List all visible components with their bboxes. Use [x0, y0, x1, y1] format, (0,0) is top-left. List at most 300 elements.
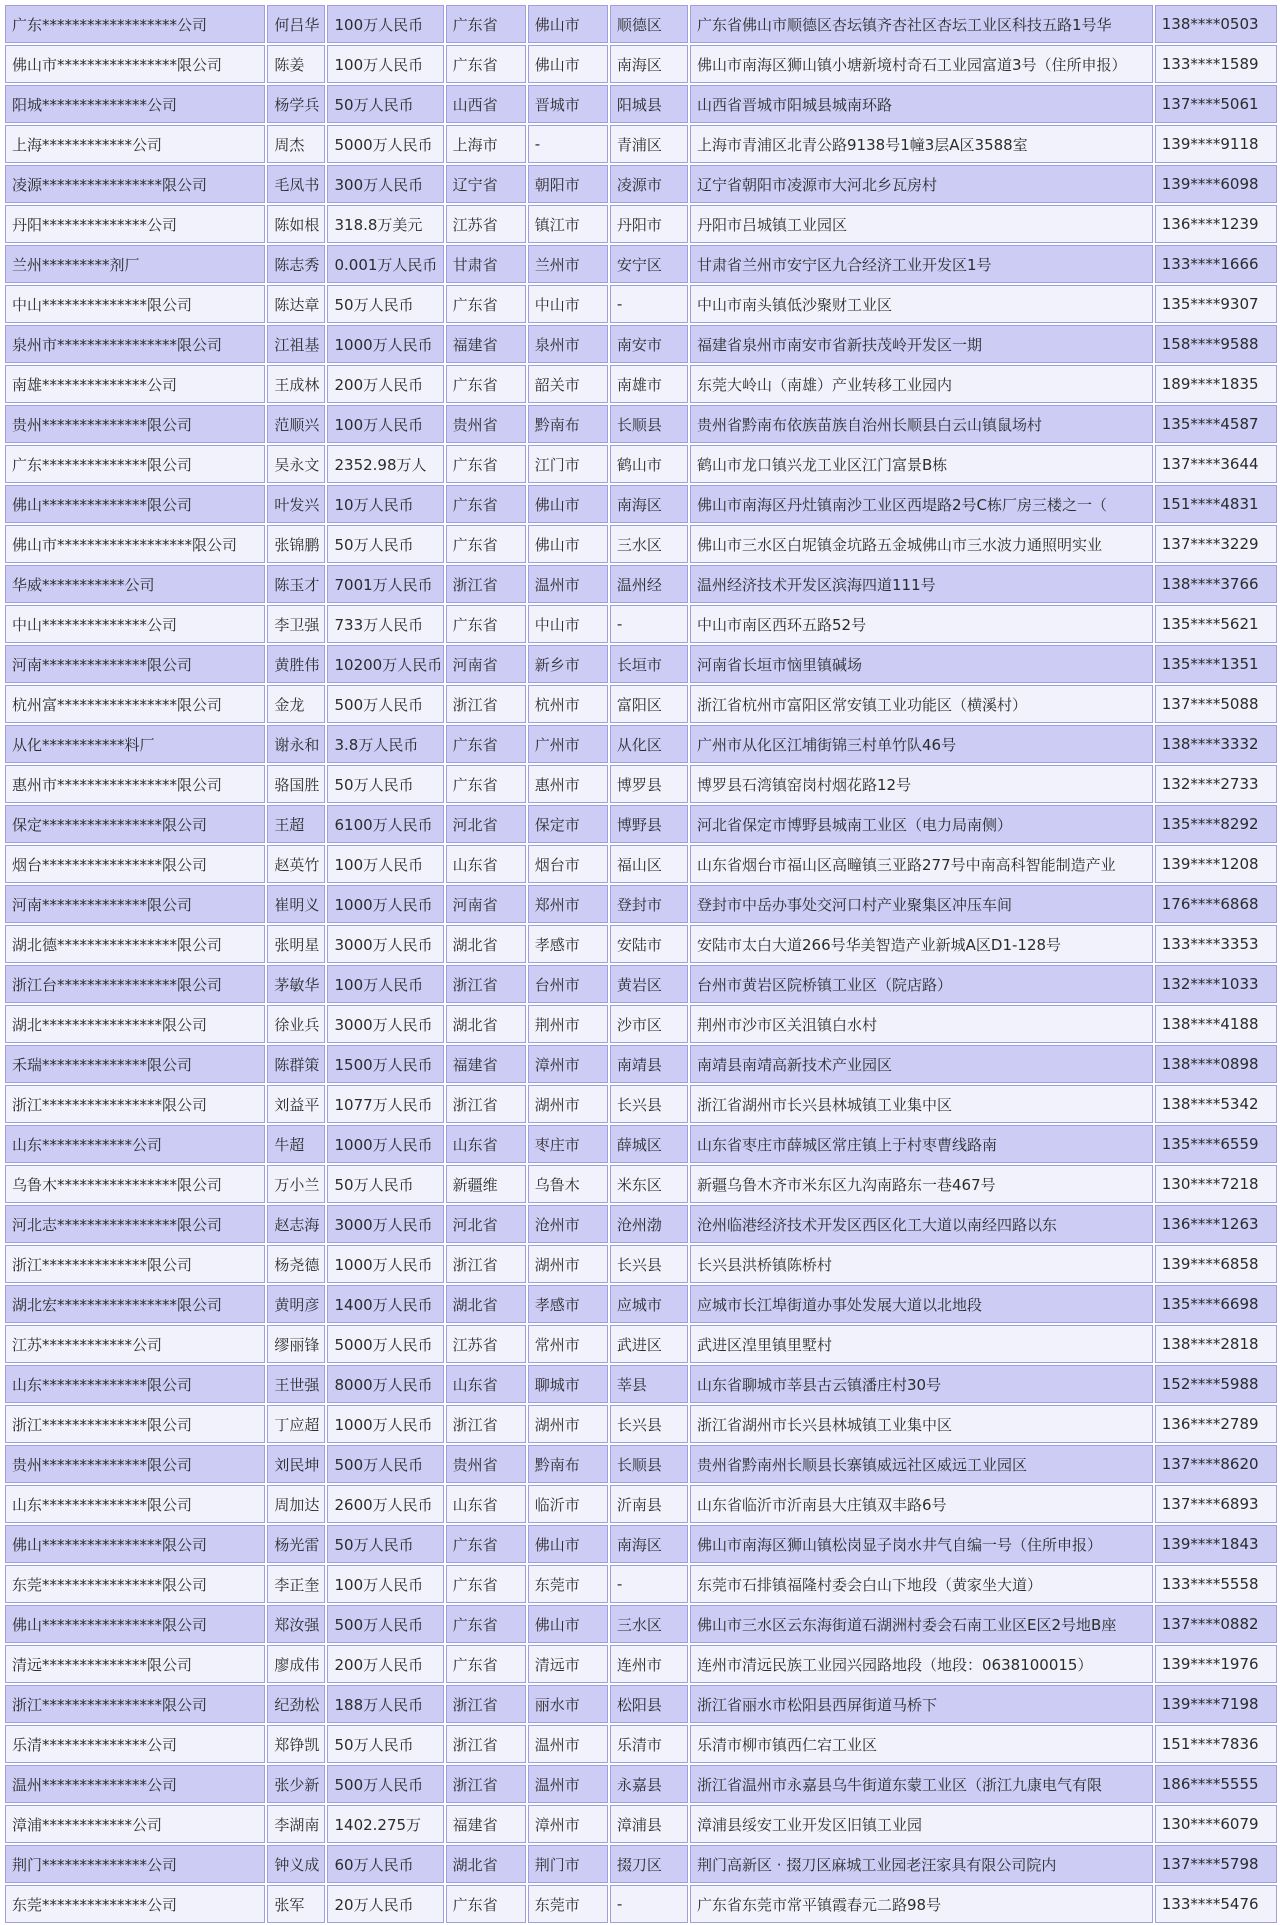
- address-cell: 东莞市石排镇福隆村委会白山下地段（黄家坐大道）: [690, 1565, 1153, 1603]
- table-row: [5, 565, 1277, 603]
- company-name-cell: 江苏************公司: [5, 1325, 265, 1363]
- company-name-cell: 漳浦************公司: [5, 1805, 265, 1843]
- registered-capital-cell: 1000万人民币: [327, 885, 443, 923]
- phone-cell: 139****7198: [1155, 1685, 1277, 1723]
- district-cell: 武进区: [610, 1325, 688, 1363]
- province-cell: 湖北省: [446, 1285, 526, 1323]
- table-row: [5, 1325, 1277, 1363]
- province-cell: 湖北省: [446, 925, 526, 963]
- company-name-cell: 烟台****************限公司: [5, 845, 265, 883]
- registered-capital-cell: 2352.98万人: [327, 445, 443, 483]
- table-row: [5, 1765, 1277, 1803]
- district-cell: 南海区: [610, 485, 688, 523]
- province-cell: 浙江省: [446, 1765, 526, 1803]
- province-cell: 广东省: [446, 1605, 526, 1643]
- district-cell: 青浦区: [610, 125, 688, 163]
- phone-cell: 151****7836: [1155, 1725, 1277, 1763]
- address-cell: 武进区湟里镇里墅村: [690, 1325, 1153, 1363]
- company-name-cell: 佛山****************限公司: [5, 1605, 265, 1643]
- table-row: [5, 1165, 1277, 1203]
- company-name-cell: 华威***********公司: [5, 565, 265, 603]
- company-name-cell: 浙江台****************限公司: [5, 965, 265, 1003]
- province-cell: 广东省: [446, 365, 526, 403]
- company-name-cell: 清远**************限公司: [5, 1645, 265, 1683]
- district-cell: 莘县: [610, 1365, 688, 1403]
- company-name-cell: 上海************公司: [5, 125, 265, 163]
- province-cell: 浙江省: [446, 1245, 526, 1283]
- company-name-cell: 山东************公司: [5, 1125, 265, 1163]
- province-cell: 广东省: [446, 525, 526, 563]
- address-cell: 佛山市三水区云东海街道石湖洲村委会石南工业区E区2号地B座: [690, 1605, 1153, 1643]
- district-cell: 沂南县: [610, 1485, 688, 1523]
- phone-cell: 130****6079: [1155, 1805, 1277, 1843]
- company-name-cell: 丹阳**************公司: [5, 205, 265, 243]
- province-cell: 河北省: [446, 1205, 526, 1243]
- district-cell: 永嘉县: [610, 1765, 688, 1803]
- registered-capital-cell: 5000万人民币: [327, 125, 443, 163]
- province-cell: 浙江省: [446, 1405, 526, 1443]
- company-directory: [3, 3, 1279, 1925]
- address-cell: 佛山市南海区丹灶镇南沙工业区西堤路2号C栋厂房三楼之一（: [690, 485, 1153, 523]
- legal-representative-cell: 黄明彦: [267, 1285, 325, 1323]
- city-cell: 漳州市: [528, 1805, 608, 1843]
- table-row: [5, 405, 1277, 443]
- city-cell: 黔南布: [528, 405, 608, 443]
- phone-cell: 135****6559: [1155, 1125, 1277, 1163]
- district-cell: 南雄市: [610, 365, 688, 403]
- city-cell: 杭州市: [528, 685, 608, 723]
- legal-representative-cell: 郑汝强: [267, 1605, 325, 1643]
- phone-cell: 189****1835: [1155, 365, 1277, 403]
- company-name-cell: 东莞****************限公司: [5, 1565, 265, 1603]
- phone-cell: 138****3332: [1155, 725, 1277, 763]
- legal-representative-cell: 赵志海: [267, 1205, 325, 1243]
- address-cell: 中山市南头镇低沙聚财工业区: [690, 285, 1153, 323]
- registered-capital-cell: 500万人民币: [327, 1605, 443, 1643]
- district-cell: 凌源市: [610, 165, 688, 203]
- table-row: [5, 765, 1277, 803]
- city-cell: 荆州市: [528, 1005, 608, 1043]
- legal-representative-cell: 陈达章: [267, 285, 325, 323]
- city-cell: 新乡市: [528, 645, 608, 683]
- table-row: [5, 1725, 1277, 1763]
- legal-representative-cell: 王世强: [267, 1365, 325, 1403]
- registered-capital-cell: 200万人民币: [327, 1645, 443, 1683]
- address-cell: 佛山市南海区狮山镇松岗显子岗水井气自编一号（住所申报）: [690, 1525, 1153, 1563]
- registered-capital-cell: 100万人民币: [327, 5, 443, 43]
- city-cell: 烟台市: [528, 845, 608, 883]
- address-cell: 台州市黄岩区院桥镇工业区（院店路）: [690, 965, 1153, 1003]
- company-name-cell: 南雄**************公司: [5, 365, 265, 403]
- address-cell: 山东省枣庄市薛城区常庄镇上于村枣曹线路南: [690, 1125, 1153, 1163]
- address-cell: 沧州临港经济技术开发区西区化工大道以南经四路以东: [690, 1205, 1153, 1243]
- registered-capital-cell: 1000万人民币: [327, 325, 443, 363]
- table-row: [5, 125, 1277, 163]
- legal-representative-cell: 李卫强: [267, 605, 325, 643]
- phone-cell: 135****6698: [1155, 1285, 1277, 1323]
- phone-cell: 132****1033: [1155, 965, 1277, 1003]
- phone-cell: 133****3353: [1155, 925, 1277, 963]
- address-cell: 甘肃省兰州市安宁区九合经济工业开发区1号: [690, 245, 1153, 283]
- registered-capital-cell: 3.8万人民币: [327, 725, 443, 763]
- registered-capital-cell: 7001万人民币: [327, 565, 443, 603]
- city-cell: 温州市: [528, 1725, 608, 1763]
- company-name-cell: 湖北宏****************限公司: [5, 1285, 265, 1323]
- district-cell: 三水区: [610, 1605, 688, 1643]
- legal-representative-cell: 李正奎: [267, 1565, 325, 1603]
- address-cell: 山东省临沂市沂南县大庄镇双丰路6号: [690, 1485, 1153, 1523]
- address-cell: 河北省保定市博野县城南工业区（电力局南侧）: [690, 805, 1153, 843]
- company-name-cell: 山东**************限公司: [5, 1485, 265, 1523]
- table-row: [5, 605, 1277, 643]
- district-cell: 长兴县: [610, 1085, 688, 1123]
- table-row: [5, 1405, 1277, 1443]
- province-cell: 广东省: [446, 445, 526, 483]
- company-name-cell: 乌鲁木****************限公司: [5, 1165, 265, 1203]
- table-row: [5, 1245, 1277, 1283]
- province-cell: 河南省: [446, 645, 526, 683]
- district-cell: 安宁区: [610, 245, 688, 283]
- province-cell: 甘肃省: [446, 245, 526, 283]
- province-cell: 江苏省: [446, 1325, 526, 1363]
- phone-cell: 138****3766: [1155, 565, 1277, 603]
- district-cell: 米东区: [610, 1165, 688, 1203]
- legal-representative-cell: 万小兰: [267, 1165, 325, 1203]
- registered-capital-cell: 1402.275万: [327, 1805, 443, 1843]
- district-cell: 安陆市: [610, 925, 688, 963]
- phone-cell: 137****3644: [1155, 445, 1277, 483]
- district-cell: -: [610, 1885, 688, 1923]
- city-cell: 沧州市: [528, 1205, 608, 1243]
- district-cell: 博野县: [610, 805, 688, 843]
- address-cell: 山东省聊城市莘县古云镇潘庄村30号: [690, 1365, 1153, 1403]
- company-name-cell: 中山**************限公司: [5, 285, 265, 323]
- city-cell: 保定市: [528, 805, 608, 843]
- city-cell: -: [528, 125, 608, 163]
- company-name-cell: 广东**************限公司: [5, 445, 265, 483]
- registered-capital-cell: 50万人民币: [327, 1165, 443, 1203]
- city-cell: 韶关市: [528, 365, 608, 403]
- city-cell: 惠州市: [528, 765, 608, 803]
- table-row: [5, 1605, 1277, 1643]
- district-cell: 长兴县: [610, 1245, 688, 1283]
- registered-capital-cell: 8000万人民币: [327, 1365, 443, 1403]
- table-row: [5, 1365, 1277, 1403]
- phone-cell: 135****8292: [1155, 805, 1277, 843]
- phone-cell: 137****0882: [1155, 1605, 1277, 1643]
- legal-representative-cell: 李湖南: [267, 1805, 325, 1843]
- table-row: [5, 885, 1277, 923]
- table-row: [5, 5, 1277, 43]
- address-cell: 广东省佛山市顺德区杏坛镇齐杏社区杏坛工业区科技五路1号华: [690, 5, 1153, 43]
- city-cell: 江门市: [528, 445, 608, 483]
- city-cell: 佛山市: [528, 1525, 608, 1563]
- city-cell: 湖州市: [528, 1245, 608, 1283]
- company-table: [3, 3, 1279, 1925]
- province-cell: 山东省: [446, 1365, 526, 1403]
- address-cell: 登封市中岳办事处交河口村产业聚集区冲压车间: [690, 885, 1153, 923]
- company-name-cell: 从化***********料厂: [5, 725, 265, 763]
- city-cell: 镇江市: [528, 205, 608, 243]
- city-cell: 乌鲁木: [528, 1165, 608, 1203]
- registered-capital-cell: 500万人民币: [327, 1765, 443, 1803]
- city-cell: 郑州市: [528, 885, 608, 923]
- address-cell: 连州市清远民族工业园兴园路地段（地段：0638100015）: [690, 1645, 1153, 1683]
- district-cell: 松阳县: [610, 1685, 688, 1723]
- registered-capital-cell: 10200万人民币: [327, 645, 443, 683]
- district-cell: 福山区: [610, 845, 688, 883]
- legal-representative-cell: 王成林: [267, 365, 325, 403]
- district-cell: 顺德区: [610, 5, 688, 43]
- phone-cell: 132****2733: [1155, 765, 1277, 803]
- legal-representative-cell: 王超: [267, 805, 325, 843]
- city-cell: 湖州市: [528, 1405, 608, 1443]
- table-row: [5, 1885, 1277, 1923]
- district-cell: 南安市: [610, 325, 688, 363]
- company-name-cell: 兰州*********剂厂: [5, 245, 265, 283]
- registered-capital-cell: 50万人民币: [327, 525, 443, 563]
- district-cell: 长兴县: [610, 1405, 688, 1443]
- company-name-cell: 贵州**************限公司: [5, 405, 265, 443]
- table-row: [5, 1525, 1277, 1563]
- city-cell: 中山市: [528, 285, 608, 323]
- table-row: [5, 1205, 1277, 1243]
- company-name-cell: 浙江**************限公司: [5, 1245, 265, 1283]
- address-cell: 丹阳市吕城镇工业园区: [690, 205, 1153, 243]
- table-row: [5, 1565, 1277, 1603]
- table-row: [5, 725, 1277, 763]
- province-cell: 江苏省: [446, 205, 526, 243]
- district-cell: 长顺县: [610, 405, 688, 443]
- table-row: [5, 965, 1277, 1003]
- city-cell: 湖州市: [528, 1085, 608, 1123]
- address-cell: 应城市长江埠街道办事处发展大道以北地段: [690, 1285, 1153, 1323]
- table-row: [5, 845, 1277, 883]
- table-row: [5, 925, 1277, 963]
- company-name-cell: 泉州市****************限公司: [5, 325, 265, 363]
- legal-representative-cell: 丁应超: [267, 1405, 325, 1443]
- address-cell: 漳浦县绥安工业开发区旧镇工业园: [690, 1805, 1153, 1843]
- registered-capital-cell: 1077万人民币: [327, 1085, 443, 1123]
- district-cell: 沧州渤: [610, 1205, 688, 1243]
- district-cell: 从化区: [610, 725, 688, 763]
- district-cell: 鹤山市: [610, 445, 688, 483]
- province-cell: 广东省: [446, 725, 526, 763]
- address-cell: 山西省晋城市阳城县城南环路: [690, 85, 1153, 123]
- province-cell: 河南省: [446, 885, 526, 923]
- registered-capital-cell: 500万人民币: [327, 1445, 443, 1483]
- legal-representative-cell: 陈志秀: [267, 245, 325, 283]
- province-cell: 浙江省: [446, 1725, 526, 1763]
- phone-cell: 133****1666: [1155, 245, 1277, 283]
- registered-capital-cell: 300万人民币: [327, 165, 443, 203]
- registered-capital-cell: 1000万人民币: [327, 1245, 443, 1283]
- province-cell: 广东省: [446, 1525, 526, 1563]
- table-row: [5, 1485, 1277, 1523]
- legal-representative-cell: 赵英竹: [267, 845, 325, 883]
- table-row: [5, 1645, 1277, 1683]
- address-cell: 中山市南区西环五路52号: [690, 605, 1153, 643]
- legal-representative-cell: 金龙: [267, 685, 325, 723]
- table-row: [5, 85, 1277, 123]
- address-cell: 浙江省湖州市长兴县林城镇工业集中区: [690, 1085, 1153, 1123]
- legal-representative-cell: 吴永文: [267, 445, 325, 483]
- province-cell: 湖北省: [446, 1005, 526, 1043]
- address-cell: 东莞大岭山（南雄）产业转移工业园内: [690, 365, 1153, 403]
- company-name-cell: 湖北****************限公司: [5, 1005, 265, 1043]
- phone-cell: 138****0503: [1155, 5, 1277, 43]
- legal-representative-cell: 张明星: [267, 925, 325, 963]
- legal-representative-cell: 周杰: [267, 125, 325, 163]
- district-cell: 南靖县: [610, 1045, 688, 1083]
- district-cell: 温州经: [610, 565, 688, 603]
- phone-cell: 135****5621: [1155, 605, 1277, 643]
- legal-representative-cell: 杨光雷: [267, 1525, 325, 1563]
- district-cell: 连州市: [610, 1645, 688, 1683]
- legal-representative-cell: 刘民坤: [267, 1445, 325, 1483]
- address-cell: 鹤山市龙口镇兴龙工业区江门富景B栋: [690, 445, 1153, 483]
- district-cell: 乐清市: [610, 1725, 688, 1763]
- address-cell: 广东省东莞市常平镇霞春元二路98号: [690, 1885, 1153, 1923]
- registered-capital-cell: 733万人民币: [327, 605, 443, 643]
- address-cell: 浙江省杭州市富阳区常安镇工业功能区（横溪村）: [690, 685, 1153, 723]
- district-cell: 黄岩区: [610, 965, 688, 1003]
- district-cell: 三水区: [610, 525, 688, 563]
- company-name-cell: 浙江****************限公司: [5, 1085, 265, 1123]
- province-cell: 山东省: [446, 1485, 526, 1523]
- province-cell: 浙江省: [446, 1685, 526, 1723]
- table-row: [5, 1005, 1277, 1043]
- city-cell: 佛山市: [528, 485, 608, 523]
- phone-cell: 137****3229: [1155, 525, 1277, 563]
- phone-cell: 152****5988: [1155, 1365, 1277, 1403]
- company-name-cell: 禾瑞**************限公司: [5, 1045, 265, 1083]
- legal-representative-cell: 茅敏华: [267, 965, 325, 1003]
- phone-cell: 139****1208: [1155, 845, 1277, 883]
- company-name-cell: 河北志****************限公司: [5, 1205, 265, 1243]
- legal-representative-cell: 张军: [267, 1885, 325, 1923]
- address-cell: 新疆乌鲁木齐市米东区九沟南路东一巷467号: [690, 1165, 1153, 1203]
- legal-representative-cell: 徐业兵: [267, 1005, 325, 1043]
- legal-representative-cell: 钟义成: [267, 1845, 325, 1883]
- company-name-cell: 温州**************公司: [5, 1765, 265, 1803]
- city-cell: 黔南布: [528, 1445, 608, 1483]
- table-body: [5, 5, 1277, 1923]
- legal-representative-cell: 江祖基: [267, 325, 325, 363]
- company-name-cell: 广东******************公司: [5, 5, 265, 43]
- address-cell: 佛山市三水区白坭镇金坑路五金城佛山市三水波力通照明实业: [690, 525, 1153, 563]
- province-cell: 山东省: [446, 1125, 526, 1163]
- address-cell: 荆门高新区 · 掇刀区麻城工业园老汪家具有限公司院内: [690, 1845, 1153, 1883]
- company-name-cell: 佛山市****************限公司: [5, 45, 265, 83]
- table-row: [5, 1685, 1277, 1723]
- city-cell: 台州市: [528, 965, 608, 1003]
- registered-capital-cell: 1400万人民币: [327, 1285, 443, 1323]
- district-cell: 博罗县: [610, 765, 688, 803]
- registered-capital-cell: 10万人民币: [327, 485, 443, 523]
- table-row: [5, 1845, 1277, 1883]
- phone-cell: 139****6098: [1155, 165, 1277, 203]
- phone-cell: 133****1589: [1155, 45, 1277, 83]
- phone-cell: 139****1976: [1155, 1645, 1277, 1683]
- company-name-cell: 湖北德****************限公司: [5, 925, 265, 963]
- legal-representative-cell: 郑铮凯: [267, 1725, 325, 1763]
- company-name-cell: 保定****************限公司: [5, 805, 265, 843]
- registered-capital-cell: 100万人民币: [327, 965, 443, 1003]
- address-cell: 博罗县石湾镇窑岗村烟花路12号: [690, 765, 1153, 803]
- province-cell: 广东省: [446, 45, 526, 83]
- table-row: [5, 325, 1277, 363]
- district-cell: 长垣市: [610, 645, 688, 683]
- province-cell: 辽宁省: [446, 165, 526, 203]
- province-cell: 广东省: [446, 5, 526, 43]
- province-cell: 浙江省: [446, 685, 526, 723]
- registered-capital-cell: 50万人民币: [327, 85, 443, 123]
- table-row: [5, 805, 1277, 843]
- legal-representative-cell: 刘益平: [267, 1085, 325, 1123]
- registered-capital-cell: 50万人民币: [327, 1725, 443, 1763]
- phone-cell: 139****6858: [1155, 1245, 1277, 1283]
- province-cell: 浙江省: [446, 965, 526, 1003]
- district-cell: 丹阳市: [610, 205, 688, 243]
- legal-representative-cell: 陈玉才: [267, 565, 325, 603]
- district-cell: 登封市: [610, 885, 688, 923]
- table-row: [5, 1445, 1277, 1483]
- company-name-cell: 凌源****************限公司: [5, 165, 265, 203]
- company-name-cell: 乐清**************公司: [5, 1725, 265, 1763]
- legal-representative-cell: 骆国胜: [267, 765, 325, 803]
- district-cell: -: [610, 285, 688, 323]
- company-name-cell: 中山**************公司: [5, 605, 265, 643]
- table-row: [5, 1125, 1277, 1163]
- registered-capital-cell: 60万人民币: [327, 1845, 443, 1883]
- phone-cell: 137****6893: [1155, 1485, 1277, 1523]
- city-cell: 孝感市: [528, 1285, 608, 1323]
- phone-cell: 138****4188: [1155, 1005, 1277, 1043]
- address-cell: 贵州省黔南布依族苗族自治州长顺县白云山镇鼠场村: [690, 405, 1153, 443]
- legal-representative-cell: 崔明义: [267, 885, 325, 923]
- phone-cell: 136****1239: [1155, 205, 1277, 243]
- province-cell: 广东省: [446, 1565, 526, 1603]
- city-cell: 中山市: [528, 605, 608, 643]
- province-cell: 贵州省: [446, 405, 526, 443]
- registered-capital-cell: 50万人民币: [327, 765, 443, 803]
- registered-capital-cell: 318.8万美元: [327, 205, 443, 243]
- registered-capital-cell: 100万人民币: [327, 45, 443, 83]
- district-cell: 长顺县: [610, 1445, 688, 1483]
- address-cell: 辽宁省朝阳市凌源市大河北乡瓦房村: [690, 165, 1153, 203]
- phone-cell: 137****8620: [1155, 1445, 1277, 1483]
- legal-representative-cell: 周加达: [267, 1485, 325, 1523]
- phone-cell: 133****5476: [1155, 1885, 1277, 1923]
- table-row: [5, 1045, 1277, 1083]
- phone-cell: 135****9307: [1155, 285, 1277, 323]
- legal-representative-cell: 杨尧德: [267, 1245, 325, 1283]
- registered-capital-cell: 500万人民币: [327, 685, 443, 723]
- phone-cell: 135****4587: [1155, 405, 1277, 443]
- registered-capital-cell: 1000万人民币: [327, 1405, 443, 1443]
- address-cell: 南靖县南靖高新技术产业园区: [690, 1045, 1153, 1083]
- province-cell: 福建省: [446, 1045, 526, 1083]
- district-cell: 薛城区: [610, 1125, 688, 1163]
- legal-representative-cell: 陈姜: [267, 45, 325, 83]
- registered-capital-cell: 5000万人民币: [327, 1325, 443, 1363]
- province-cell: 上海市: [446, 125, 526, 163]
- legal-representative-cell: 张少新: [267, 1765, 325, 1803]
- registered-capital-cell: 188万人民币: [327, 1685, 443, 1723]
- province-cell: 广东省: [446, 285, 526, 323]
- phone-cell: 139****9118: [1155, 125, 1277, 163]
